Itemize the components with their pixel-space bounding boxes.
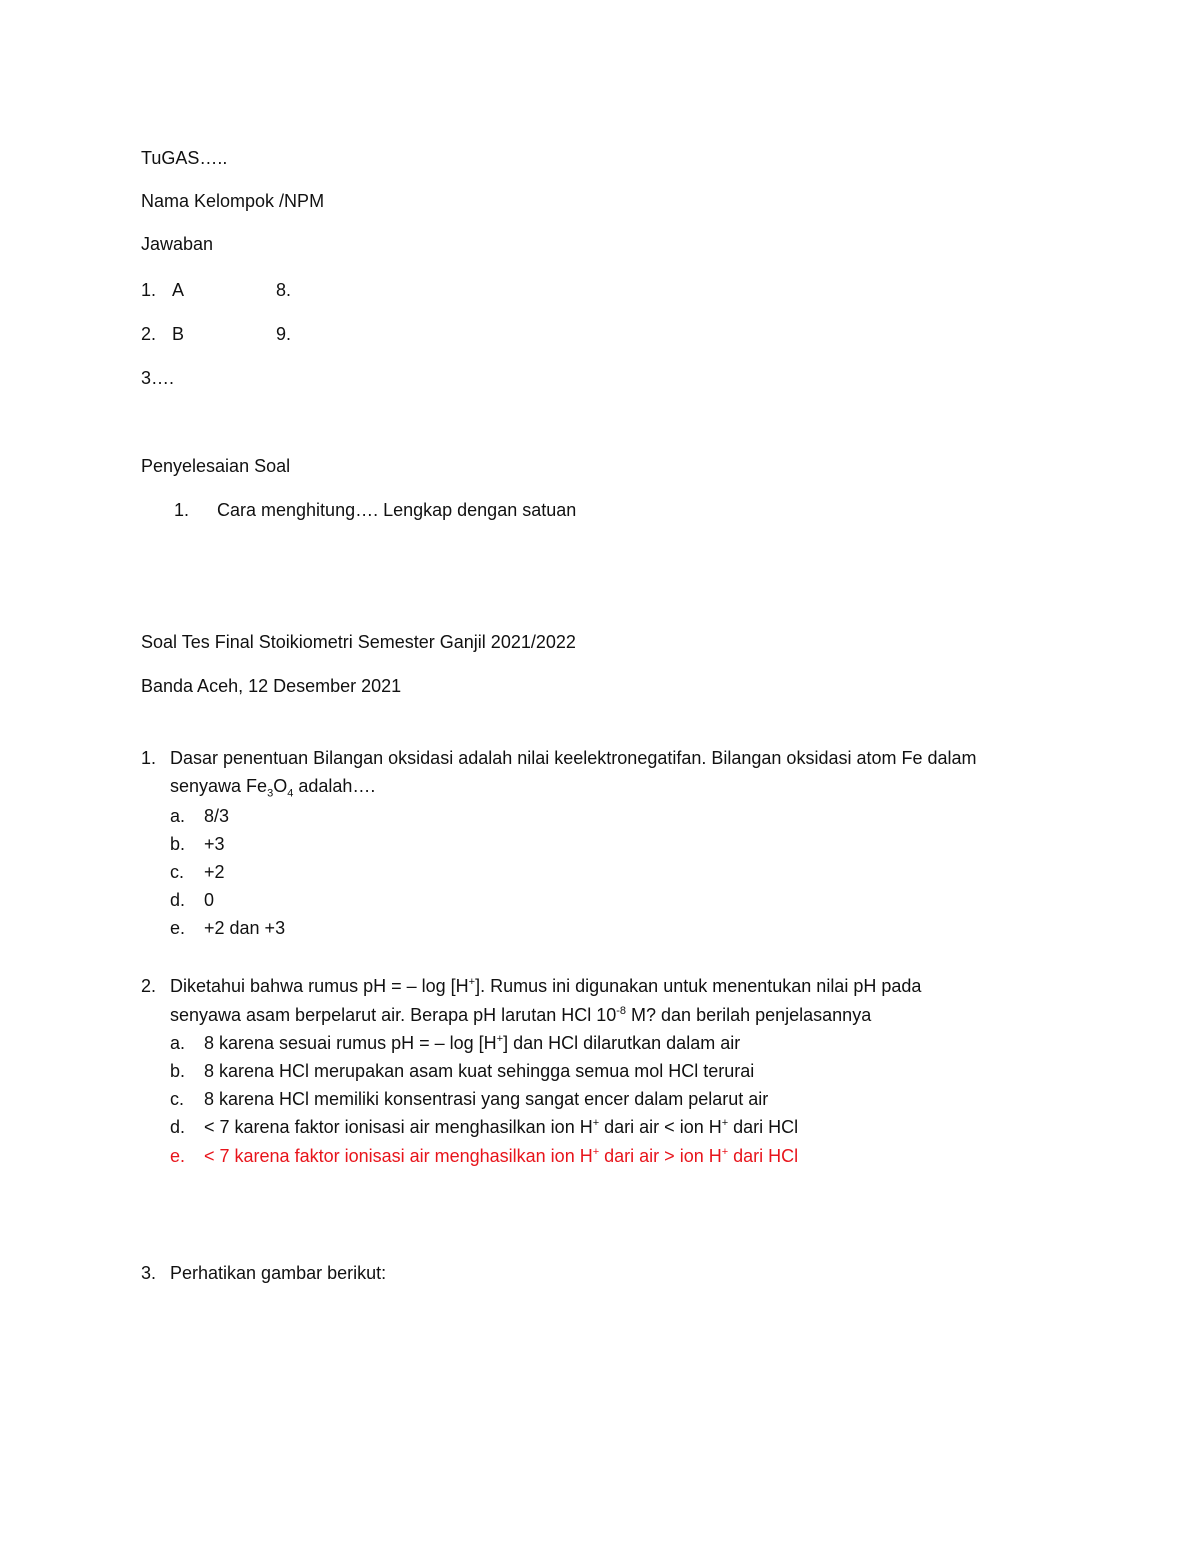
- text-part: ] dan HCl dilarutkan dalam air: [503, 1033, 741, 1053]
- text-part: M? dan berilah penjelasannya: [626, 1005, 872, 1025]
- answer-option-letter: e.: [170, 1146, 186, 1166]
- text-part: adalah….: [293, 776, 376, 796]
- text-part: Diketahui bahwa rumus pH = – log [H: [170, 976, 469, 996]
- superscript: +: [496, 1033, 504, 1045]
- option-letter: a.: [170, 806, 186, 826]
- solution-number: 1.: [174, 500, 190, 520]
- answer-number: 2.: [141, 324, 157, 344]
- group-name-label: Nama Kelompok /NPM: [141, 191, 325, 211]
- exam-title: Soal Tes Final Stoikiometri Semester Ganjil 2021/2022: [141, 632, 576, 652]
- answer-value: B: [172, 324, 185, 344]
- answers-label: Jawaban: [141, 234, 214, 254]
- correct-answer-text: [204, 1142, 798, 1170]
- option-text: +2: [204, 862, 225, 882]
- option-text: 8 karena HCl merupakan asam kuat sehingga semua mol HCl terurai: [204, 1061, 755, 1081]
- exam-place-date: Banda Aceh, 12 Desember 2021: [141, 676, 402, 696]
- text-part: < 7 karena faktor ionisasi air menghasilkan ion H: [204, 1146, 593, 1166]
- subscript: 4: [287, 787, 294, 800]
- option-letter: a.: [170, 1033, 186, 1053]
- option-letter: e.: [170, 918, 186, 938]
- solution-text: Cara menghitung…. Lengkap dengan satuan: [217, 500, 577, 520]
- superscript: +: [721, 1117, 729, 1129]
- task-title: TuGAS…..: [141, 148, 228, 168]
- superscript: +: [592, 1117, 600, 1129]
- answer-more: 3….: [141, 368, 175, 388]
- option-text: +2 dan +3: [204, 918, 286, 938]
- question-text-line2: [170, 1001, 871, 1029]
- answer-number: 9.: [276, 324, 292, 344]
- question-text: Dasar penentuan Bilangan oksidasi adalah nilai keelektronegatifan. Bilangan oksidasi atom Fe dalam: [170, 748, 977, 768]
- option-text: 0: [204, 890, 215, 910]
- option-text: [204, 1113, 798, 1141]
- text-part: senyawa asam berpelarut air. Berapa pH larutan HCl 10: [170, 1005, 617, 1025]
- solution-label: Penyelesaian Soal: [141, 456, 291, 476]
- answer-value: A: [172, 280, 185, 300]
- option-text: 8/3: [204, 806, 230, 826]
- option-letter: d.: [170, 1117, 186, 1137]
- text-part: senyawa Fe: [170, 776, 268, 796]
- question-text-line2: [170, 772, 375, 800]
- text-part: dari HCl: [728, 1117, 799, 1137]
- text-part: ]. Rumus ini digunakan untuk menentukan nilai pH pada: [475, 976, 922, 996]
- superscript: +: [592, 1146, 600, 1158]
- answer-number: 1.: [141, 280, 157, 300]
- superscript: +: [468, 976, 476, 988]
- superscript: +: [721, 1146, 729, 1158]
- option-text: 8 karena HCl memiliki konsentrasi yang sangat encer dalam pelarut air: [204, 1089, 769, 1109]
- option-letter: d.: [170, 890, 186, 910]
- question-text: Perhatikan gambar berikut:: [170, 1263, 387, 1283]
- option-letter: c.: [170, 862, 185, 882]
- text-part: 8 karena sesuai rumus pH = – log [H: [204, 1033, 497, 1053]
- text-part: dari air > ion H: [599, 1146, 722, 1166]
- question-number: 1.: [141, 748, 157, 768]
- superscript: -8: [616, 1005, 627, 1017]
- answer-number: 8.: [276, 280, 292, 300]
- option-text: [204, 1029, 740, 1057]
- question-number: 3.: [141, 1263, 157, 1283]
- option-text: +3: [204, 834, 225, 854]
- question-number: 2.: [141, 976, 157, 996]
- option-letter: c.: [170, 1089, 185, 1109]
- text-part: dari HCl: [728, 1146, 799, 1166]
- text-part: dari air < ion H: [599, 1117, 722, 1137]
- question-text: [170, 972, 921, 1000]
- option-letter: b.: [170, 1061, 186, 1081]
- subscript: 3: [267, 787, 274, 800]
- text-part: O: [273, 776, 288, 796]
- option-letter: b.: [170, 834, 186, 854]
- text-part: < 7 karena faktor ionisasi air menghasilkan ion H: [204, 1117, 593, 1137]
